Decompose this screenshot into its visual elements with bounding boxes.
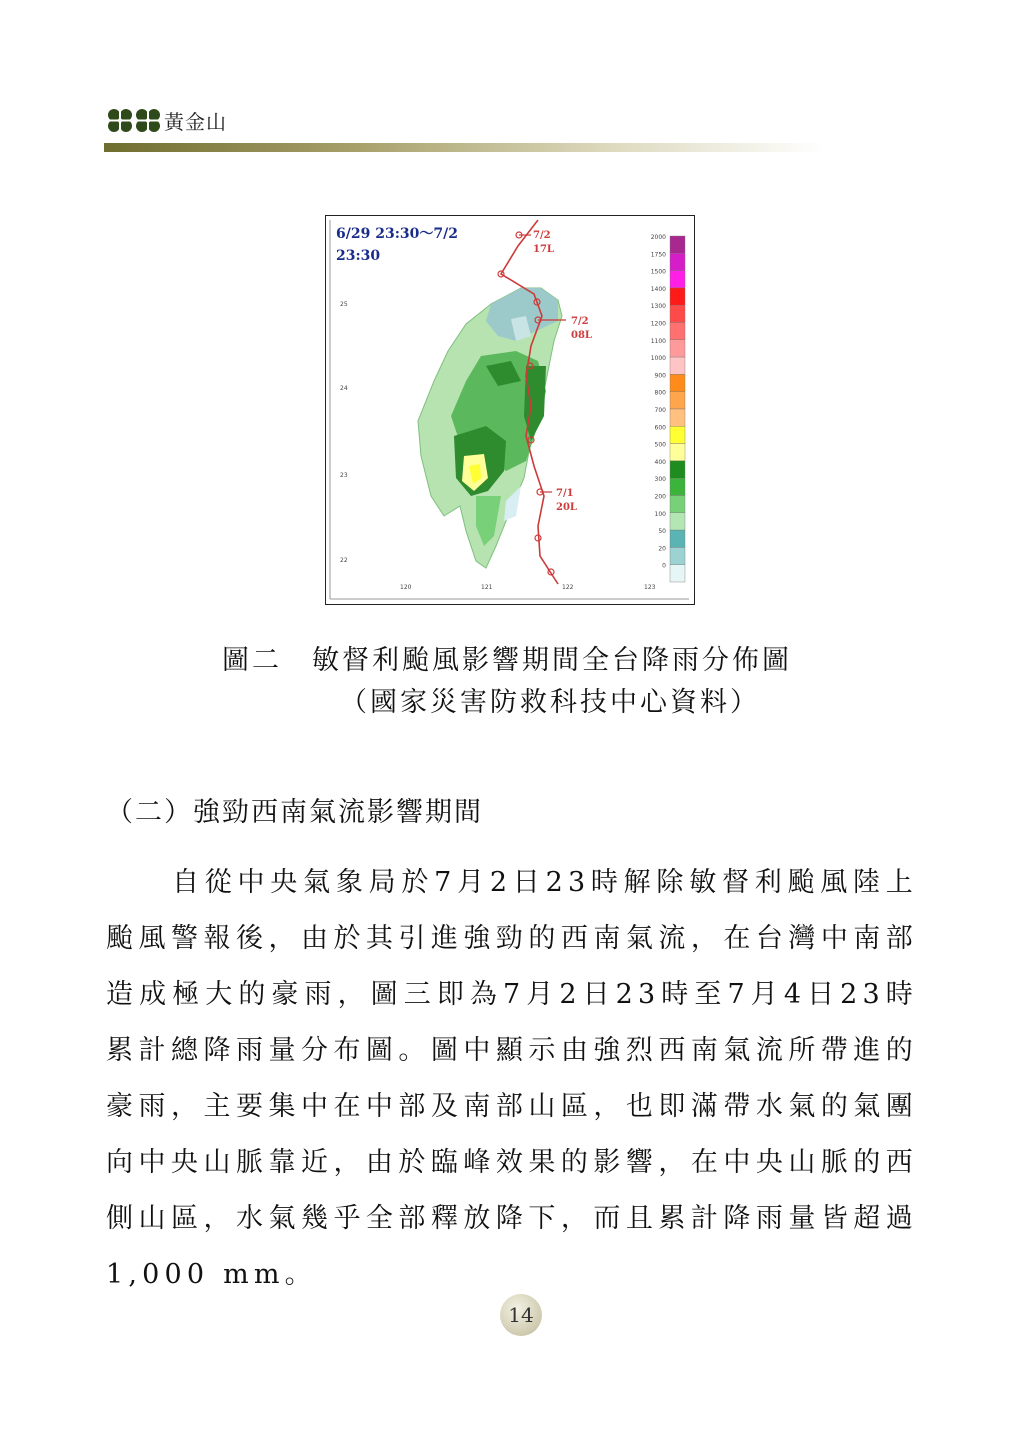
page-header — [106, 104, 227, 136]
lat-label: 25 — [340, 301, 348, 308]
legend-level-label: 200 — [654, 493, 666, 501]
legend-level-label: 1400 — [650, 285, 666, 293]
lat-label: 24 — [340, 385, 348, 392]
legend-swatch — [670, 392, 685, 409]
legend-swatch — [670, 530, 685, 547]
legend-level-label: 600 — [654, 424, 666, 432]
header-title: 黃金山 — [164, 109, 227, 134]
legend-level-label: 20 — [658, 545, 666, 553]
legend-swatch — [670, 271, 685, 288]
legend-swatch — [670, 305, 685, 322]
legend-swatch — [670, 478, 685, 495]
legend-level-label: 700 — [654, 407, 666, 414]
figure-caption: 圖二 敏督利颱風影響期間全台降雨分佈圖 — [222, 645, 792, 676]
legend-swatch — [670, 253, 685, 270]
legend-level-label: 50 — [658, 528, 666, 536]
track-label-date: 7/1 — [556, 488, 574, 499]
lon-label: 120 — [400, 584, 412, 591]
legend-swatch — [670, 357, 685, 374]
legend-level-label: 1200 — [650, 320, 666, 328]
rainfall-map — [326, 216, 693, 603]
legend-swatch — [670, 565, 685, 582]
legend-level-label: 0 — [662, 562, 666, 570]
legend-swatch — [670, 340, 685, 357]
header-divider — [104, 143, 824, 152]
track-label-time: 08L — [571, 330, 592, 341]
legend-level-label: 1750 — [650, 251, 666, 259]
map-period-line2: 23:30 — [336, 248, 381, 264]
legend-level-label: 100 — [654, 510, 666, 518]
legend-swatch — [670, 426, 685, 443]
legend-swatch — [670, 288, 685, 305]
track-label-date: 7/2 — [571, 316, 589, 327]
page-number: 14 — [500, 1294, 542, 1336]
legend-swatch — [670, 513, 685, 530]
track-label-time: 20L — [556, 502, 577, 513]
track-label-date: 7/2 — [533, 230, 551, 241]
lat-label: 23 — [340, 472, 348, 479]
legend-level-label: 1000 — [650, 355, 666, 363]
legend-level-label: 400 — [654, 458, 666, 466]
legend-level-label: 300 — [654, 476, 666, 484]
lon-label: 122 — [562, 584, 574, 591]
legend-level-label: 1300 — [650, 303, 666, 311]
legend-level-label: 1500 — [650, 268, 666, 276]
legend-level-label: 800 — [654, 389, 666, 397]
legend-swatch — [670, 547, 685, 564]
legend-level-label: 2000 — [650, 234, 666, 241]
track-label-time: 17L — [533, 244, 554, 255]
legend-swatch — [670, 236, 685, 253]
section-heading: （二）強勁西南氣流影響期間 — [106, 797, 483, 828]
legend-level-label: 500 — [654, 441, 666, 449]
figure-source: （國家災害防救科技中心資料） — [340, 687, 760, 718]
legend-swatch — [670, 374, 685, 391]
body-paragraph: 自從中央氣象局於7月2日23時解除敏督利颱風陸上颱風警報後，由於其引進強勁的西南氣流，在台灣中南部造成極大的豪雨，圖三即為7月2日23時至7月4日23時累計總降雨量分布圖。圖中顯示由強烈西南氣流所帶進的豪雨，主要集中在中部及南部山區，也即滿帶水氣的氣團向中央山脈靠近，由於臨峰效果的影響，在中央山脈的西側山區，水氣幾乎全部釋放降下，而且累計降雨量皆超過1,000 mm。 — [106, 867, 918, 1290]
rainfall-map-figure — [325, 215, 695, 605]
legend-level-label: 900 — [654, 372, 666, 380]
legend-swatch — [670, 409, 685, 426]
legend-swatch — [670, 444, 685, 461]
twin-clover-logo-icon — [106, 107, 162, 133]
lon-label: 121 — [481, 584, 493, 591]
lon-label: 123 — [644, 584, 656, 591]
legend-swatch — [670, 461, 685, 478]
legend-level-label: 1100 — [650, 337, 666, 345]
legend-swatch — [670, 496, 685, 513]
legend-swatch — [670, 323, 685, 340]
map-period-line1: 6/29 23:30～7/2 — [336, 226, 458, 242]
lat-label: 22 — [340, 557, 348, 564]
